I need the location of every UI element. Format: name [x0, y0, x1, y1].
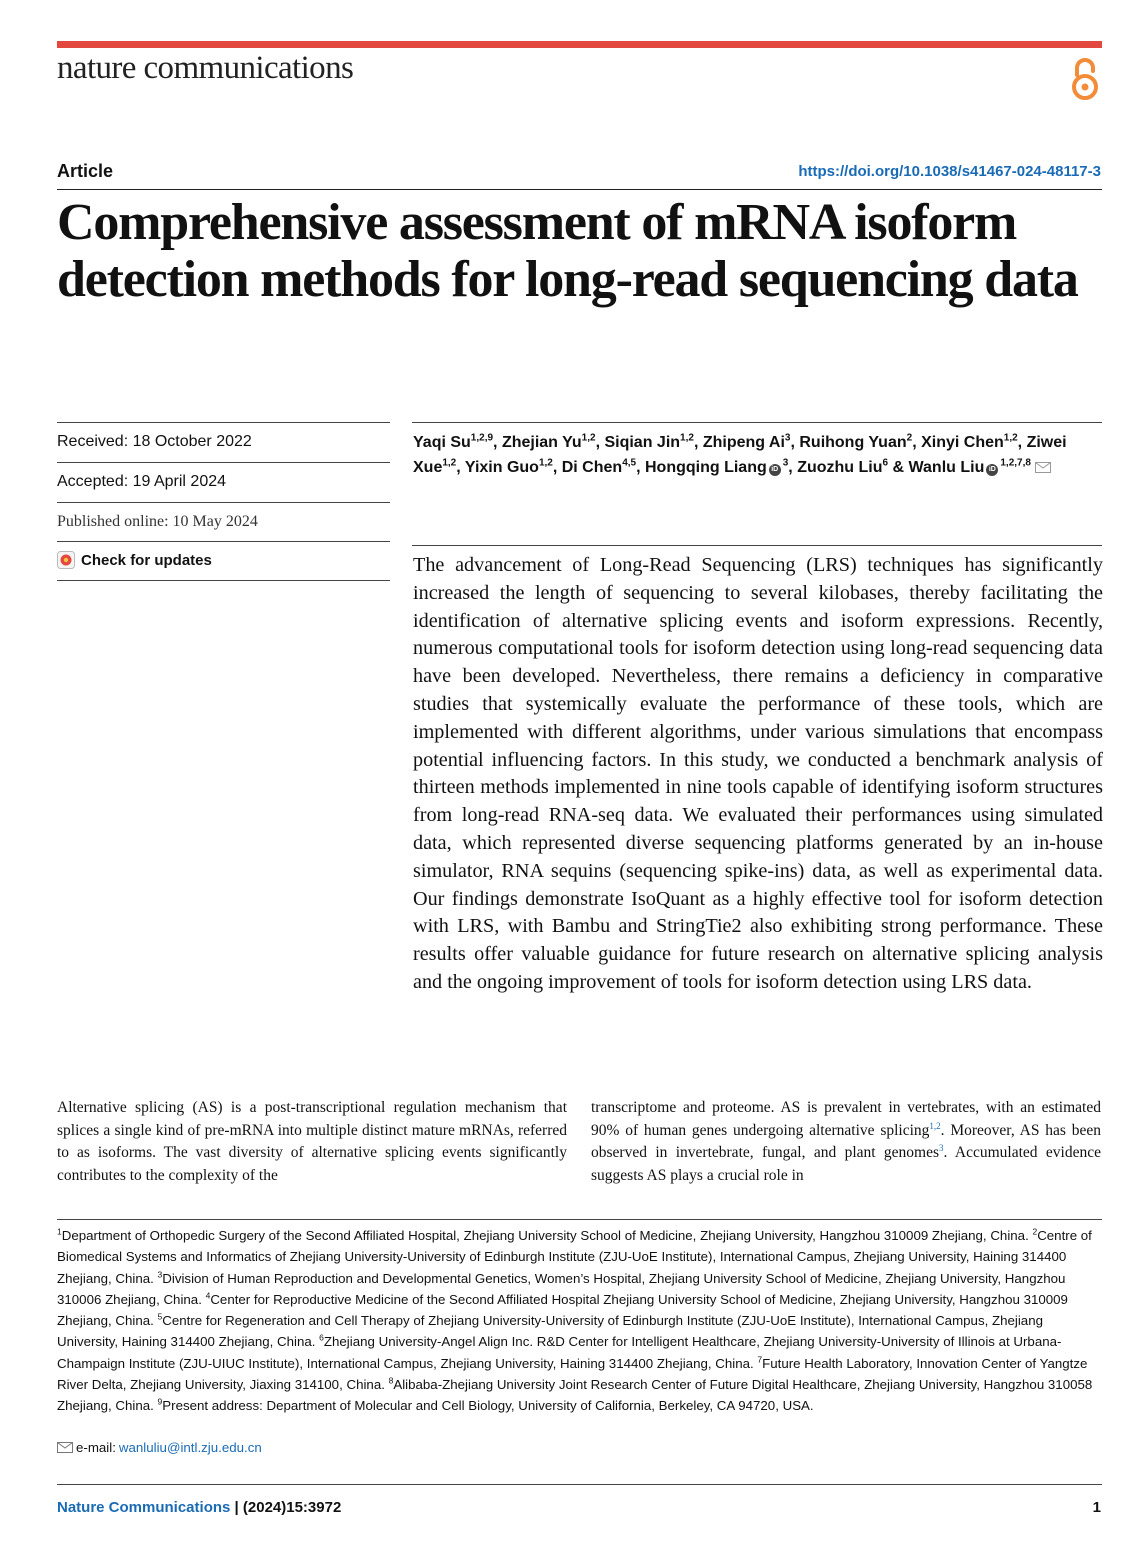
affiliation-text: Department of Orthopedic Surgery of the Second Affiliated Hospital, Zhejiang University School of Medicine, Zhejiang University, Hangzhou 310009 Zhejiang, China.	[61, 1228, 1033, 1243]
affiliation-number: 7	[757, 1354, 763, 1365]
doi-link[interactable]: https://doi.org/10.1038/s41467-024-48117-3	[798, 163, 1101, 180]
email-link[interactable]: wanluliu@intl.zju.edu.cn	[118, 1440, 262, 1455]
body-text-column-left: Alternative splicing (AS) is a post-transcriptional regulation mechanism that splices a single kind of pre-mRNA into multiple distinct mature mRNAs, referred to as isoforms. The vast diversity of alternative splicing events significantly contributes to the complexity of the	[57, 1099, 567, 1184]
author-affiliation-sup: 1,2	[581, 432, 596, 444]
author-affiliation-sup: 6	[882, 457, 889, 469]
citation-link[interactable]: 1,2	[929, 1120, 941, 1131]
check-updates-icon	[57, 551, 75, 569]
affiliation-number: 6	[319, 1333, 324, 1344]
affiliation-number: 1	[57, 1226, 62, 1237]
mail-icon[interactable]	[1035, 462, 1051, 473]
meta-divider	[57, 502, 390, 503]
meta-divider	[57, 422, 390, 423]
footer-divider	[57, 1484, 1102, 1485]
affiliation-text: Center for Reproductive Medicine of the Second Affiliated Hospital Zhejiang University School of Medicine, Zhejiang University, Hangzhou 310009 Zhejiang, China.	[57, 1291, 1068, 1329]
author-separator: ,	[595, 434, 605, 451]
affiliation-number: 9	[157, 1396, 163, 1407]
body-text: . Moreover, AS has been observed in invertebrate, fungal, and plant genomes	[591, 1121, 1102, 1161]
orcid-icon[interactable]: iD	[769, 464, 781, 476]
affiliation-text: Zhejiang University-Angel Align Inc. R&D Center for Intelligent Healthcare, Zhejiang University-University of Illinois at Urbana-Champaign Institute (ZJU-UIUC Institute), International Campus, Zhejiang University, Haining 314400 Zhejiang, China.	[57, 1334, 1062, 1371]
journal-brand-bar	[57, 41, 1102, 48]
body-text: . Accumulated evidence suggests AS plays a crucial role in	[591, 1144, 1101, 1184]
author-affiliation-sup: 1,2	[442, 457, 457, 469]
author-separator: ,	[636, 459, 645, 476]
accepted-date: Accepted: 19 April 2024	[57, 473, 227, 490]
footer-volume: | (2024)15:3972	[230, 1499, 342, 1516]
author-name[interactable]: Yaqi Su	[413, 434, 471, 451]
affiliations	[57, 1225, 1102, 1417]
author-separator: ,	[790, 434, 800, 451]
abstract-divider	[412, 545, 1102, 546]
affiliation-number: 3	[157, 1269, 163, 1280]
body-text-column-right	[591, 1097, 1101, 1187]
author-separator: ,	[493, 434, 502, 451]
author-affiliation-sup: 1,2	[1003, 432, 1018, 444]
author-name[interactable]: Zhipeng Ai	[702, 434, 785, 451]
received-date: Received: 18 October 2022	[57, 433, 252, 450]
author-separator: ,	[1017, 434, 1027, 451]
footer-citation	[57, 1499, 341, 1516]
authors-divider	[412, 422, 1102, 423]
affiliation-number: 8	[388, 1375, 394, 1386]
meta-divider	[57, 462, 390, 463]
author-separator: ,	[693, 434, 703, 451]
footer-journal-link[interactable]: Nature Communications	[57, 1499, 231, 1516]
author-name[interactable]: Wanlu Liu	[908, 459, 985, 476]
affiliation-number: 2	[1032, 1226, 1038, 1237]
affiliation-text: Centre for Regeneration and Cell Therapy of Zhejiang University-University of Edinburgh Institute (ZJU-UoE Institute), International Campus, Zhejiang University, Haining 314400 Zhejiang, China.	[57, 1313, 1043, 1350]
check-updates-label: Check for updates	[81, 551, 212, 569]
author-separator: ,	[552, 459, 562, 476]
author-name[interactable]: Yixin Guo	[464, 459, 539, 476]
author-separator: ,	[456, 459, 465, 476]
page-number: 1	[1092, 1499, 1101, 1516]
affiliation-text: Centre of Biomedical Systems and Informatics of Zhejiang University-University of Edinburgh Institute (ZJU-UoE Institute), International Campus, Zhejiang University, Haining 314400 Zhejiang, China.	[57, 1228, 1092, 1286]
corresponding-email	[57, 1440, 262, 1455]
author-list	[413, 430, 1103, 480]
affiliation-text: Future Health Laboratory, Innovation Center of Yangtze River Delta, Zhejiang University, Jiaxing 314100, China.	[57, 1355, 1088, 1393]
author-name[interactable]: Zhejian Yu	[501, 434, 582, 451]
author-name[interactable]: Zuozhu Liu	[797, 459, 883, 476]
published-date: Published online: 10 May 2024	[57, 513, 258, 530]
body-text: transcriptome and proteome. AS is prevalent in vertebrates, with an estimated 90% of human genes undergoing alternative splicing	[591, 1099, 1101, 1139]
author-affiliation-sup: 1,2	[538, 457, 553, 469]
author-name[interactable]: Di Chen	[561, 459, 623, 476]
author-name[interactable]: Ziwei Xue	[413, 434, 1067, 476]
author-separator: ,	[788, 459, 798, 476]
affiliation-text: Alibaba-Zhejiang University Joint Research Center of Future Digital Healthcare, Zhejiang University, Hangzhou 310058 Zhejiang, China.	[57, 1377, 1093, 1414]
journal-name: nature communications	[57, 50, 354, 86]
author-name[interactable]: Siqian Jin	[604, 434, 681, 451]
author-affiliation-sup: 4,5	[622, 457, 637, 469]
affiliations-divider	[57, 1219, 1102, 1220]
article-type-label: Article	[57, 161, 114, 181]
affiliation-text: Division of Human Reproduction and Developmental Genetics, Women’s Hospital, Zhejiang University School of Medicine, Zhejiang University, Hangzhou 310006 Zhejiang, China.	[57, 1270, 1066, 1307]
meta-divider	[57, 580, 390, 581]
author-affiliation-sup: 1,2,9	[470, 432, 494, 444]
mail-icon	[57, 1442, 73, 1453]
author-name[interactable]: Ruihong Yuan	[799, 434, 907, 451]
orcid-icon[interactable]: iD	[986, 464, 998, 476]
author-affiliation-sup: 1,2,7,8	[1000, 457, 1031, 469]
header-divider	[57, 189, 1102, 190]
author-affiliation-sup: 3	[784, 432, 791, 444]
abstract: The advancement of Long-Read Sequencing (LRS) techniques has significantly increased the length of sequencing to several kilobases, thereby facilitating the identification of alternative splicing events and isoform expressions. Recently, numerous computational tools for isoform detection using long-read sequencing data have been developed. Nevertheless, there remains a deficiency in comparative studies that systemically evaluate the performance of these tools, which are implemented with different algorithms, under various simulations that encompass potential influencing factors. In this study, we conducted a benchmark analysis of thirteen methods implemented in nine tools capable of identifying isoform structures from long-read RNA-seq data. We evaluated their performances using simulated data, which represented diverse sequencing platforms generated by an in-house simulator, RNA sequins (sequencing spike-ins) data, as well as experimental data. Our findings demonstrate IsoQuant as a highly effective tool for isoform detection with LRS, with Bambu and StringTie2 also exhibiting strong performance. These results offer valuable guidance for future research on alternative splicing analysis and the ongoing improvement of tools for isoform detection using LRS data.	[413, 554, 1103, 993]
affiliation-number: 4	[205, 1290, 211, 1301]
citation-link[interactable]: 3	[939, 1142, 944, 1153]
open-access-icon	[1068, 55, 1102, 103]
author-separator: &	[888, 459, 909, 476]
author-affiliation-sup: 1,2	[680, 432, 694, 444]
author-name[interactable]: Hongqing Liang	[644, 459, 767, 476]
email-label: e-mail:	[76, 1440, 116, 1455]
author-separator: ,	[912, 434, 922, 451]
meta-divider	[57, 541, 390, 542]
author-name[interactable]: Xinyi Chen	[921, 434, 1004, 451]
affiliation-text: Present address: Department of Molecular and Cell Biology, University of California, Berkeley, CA 94720, USA.	[162, 1398, 814, 1414]
author-affiliation-sup: 3	[782, 457, 789, 469]
author-affiliation-sup: 2	[906, 432, 913, 444]
affiliation-number: 5	[157, 1311, 163, 1322]
check-for-updates-button[interactable]	[57, 551, 212, 569]
article-title: Comprehensive assessment of mRNA isoform detection methods for long-read sequencing data	[57, 194, 1078, 308]
